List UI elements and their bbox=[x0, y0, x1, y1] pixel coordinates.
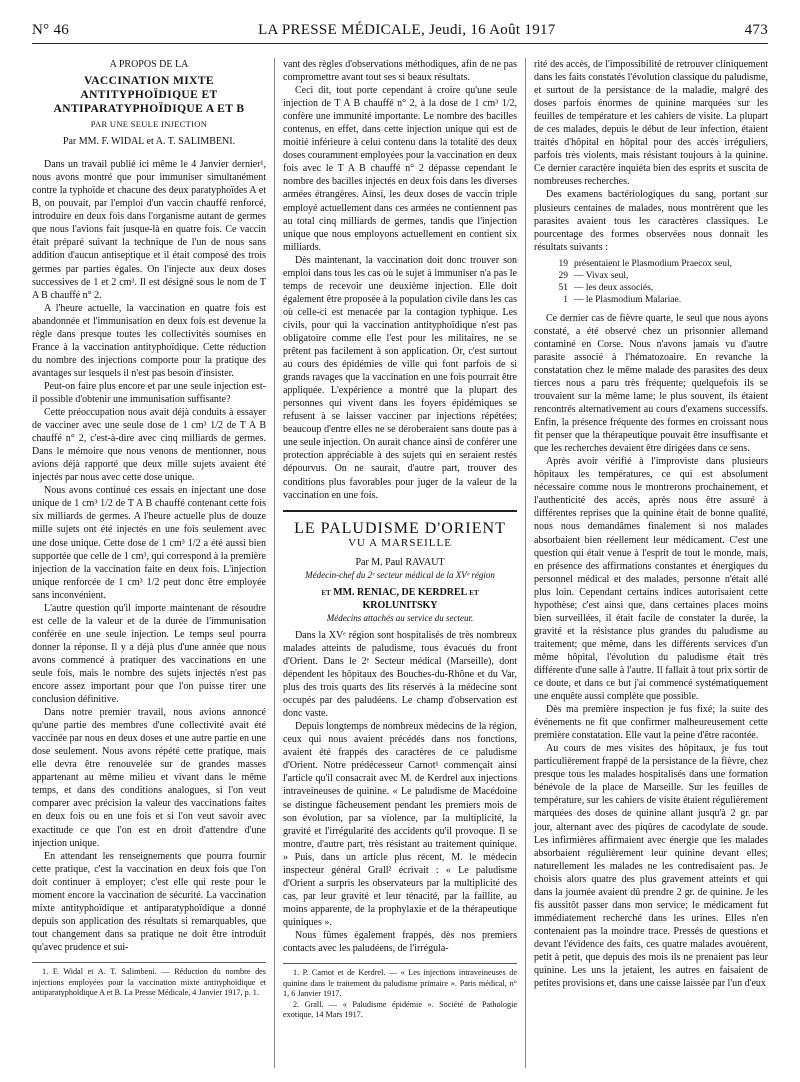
stat-row bbox=[542, 270, 768, 282]
paragraph: L'autre question qu'il importe maintenant de résoudre est celle de la valeur et de la durée de l'immunisation conférée en une seule injection. Le temps seul pourra donner la réponse. Il y a déjà plus d'une année que nous avons commencé à pratiquer des vaccinations en une seule fois, mais le nombre des sujets injectés n'est pas encore assez important pour que l'on puisse tirer une conclusion définitive. bbox=[32, 602, 266, 706]
footnotes bbox=[283, 963, 517, 1021]
issue-number: N° 46 bbox=[32, 21, 70, 38]
paragraph: Dès maintenant, la vaccination doit donc trouver son emploi dans tous les cas où le sujet à immuniser n'a pas le temps de recevoir une deuxième injection. Elle doit également être proposée à la population civile dans les cas où celle-ci est menacée par la contagion typhique. Les civils, pour qui la vaccination antityphoïdique n'est pas obligatoire comme elle l'est pour les militaires, ne se prêtent pas facilement à son application. Or, c'est surtout au cours des épidémies de ville qui font parfois de si grands ravages que la vaccination en une fois pourrait être appliquée. L'expérience a montré que la plupart des personnes qui vivent dans les foyers épidémiques se refusent à se laisser vacciner par injections répétées; beaucoup d'entre elles ne se déroberaient sans doute pas à une seule injection. On aurait chance ainsi de conférer une protection appréciable à des sujets qui en seraient restés dépourvus. On ne saurait, d'autre part, trouver des conditions plus favorables pour juger de la valeur de la vaccination en une fois. bbox=[283, 254, 517, 501]
paragraph: Dès ma première inspection je fus fixé; la suite des événements ne fit que confirmer malheureusement cette première constatation. Elle vaut la peine d'être racontée. bbox=[534, 704, 768, 742]
stat-label: — les deux associés, bbox=[574, 282, 654, 293]
paragraph: Ce dernier cas de fièvre quarte, le seul que nous ayons constaté, a été observé chez un prisonnier allemand contaminé en Corse. Nous n'avons jamais vu d'autre parasite associé à l'hématozoaire. En revanche la constatation chez le même malade des parasites des deux tierces nous a paru très fréquente; quelquefois ils se trouvaient sur la même lame; le plus souvent, ils étaient rencontrés alternativement au cours d'examens successifs. Enfin, la présence fréquente des formes en croissant nous fit penser que la thérapeutique pouvait être insuffisante et que les recherches devaient être dirigées dans ce sens. bbox=[534, 312, 768, 455]
footnote: 1. P. Carnot et de Kerdrel. — « Les injections intraveineuses de quinine dans le traitement du paludisme primaire ». Paris médical, n° 1, 6 Janvier 1917. bbox=[283, 968, 517, 999]
author-affiliation: Médecin-chef du 2ᵉ secteur médical de la XVᵉ région bbox=[305, 569, 495, 580]
stat-label: présentaient le Plasmodium Praecox seul, bbox=[574, 258, 733, 269]
footnote: 2. Grall. — « Paludisme épidémie ». Société de Pathologie exotique, 14 Mars 1917. bbox=[283, 999, 517, 1020]
article-title: VACCINATION MIXTE ANTITYPHOÏDIQUE ET ANTIPARATYPHOÏDIQUE A ET B bbox=[53, 75, 245, 116]
paragraph: Ceci dit, tout porte cependant à croire qu'une seule injection de T A B chauffé n° 2, à la dose de 1 cm³ 1/2, confère une immunité importante. Le nombre des bacilles contenus, en effet, dans cette injection unique qui est de moitié inférieure à celui contenu dans la totalité des deux doses couramment employées pour la vaccination en deux fois avec le T A B chauffé n° 2 dépasse cependant le nombre des bacilles injectés en deux fois dans les diverses armées étrangères. Ainsi, les deux doses de vaccin triple employé actuellement dans ces armées ne contiennent pas au total cinq milliards de germes, tandis que l'injection unique que nous employons actuellement en contient six milliards. bbox=[283, 85, 517, 253]
article-subtitle: VU A MARSEILLE bbox=[348, 536, 452, 549]
paragraph: Depuis longtemps de nombreux médecins de la région, ceux qui nous avaient précédés dans nos fonctions, avaient été frappés des caractères de ce paludisme d'Orient. Notre prédécesseur Carnot¹ commençait ainsi l'article qu'il consacrait avec M. de Kerdrel aux injections intraveineuses de quinine. « Le paludisme de Macédoine se distingue fâcheusement pendant les premiers mois de son évolution, par sa violence, par la multiplicité, la gravité et l'irrégularité des accidents qu'il provoque. Il se montre, d'autre part, très résistant au traitement quinique. » Puis, dans un article plus récent, M. le médecin inspecteur général Grall² écrivait : « Le paludisme d'Orient a surpris les observateurs par la multiplicité des cas, par leur gravité et leur ténacité, par la faillite, au moins apparente, de la prophylaxie et de la thérapeutique quiniques ». bbox=[283, 721, 517, 928]
article-kicker: A PROPOS DE LA bbox=[109, 59, 189, 70]
paragraph: Des examens bactériologiques du sang, portant sur plusieurs centaines de malades, nous montrèrent que les parasites avaient tous les caractères classiques. Le pourcentage des formes observées nous donnait les résultats suivants : bbox=[534, 189, 768, 253]
paragraph: Dans notre premier travail, nous avions annoncé qu'une partie des membres d'une collectivité avait été vaccinée par nous en deux doses et une autre partie en une dose seulement. Nous avons répété cette pratique, mais elle devra être renouvelée sur de grandes masses appartenant au même milieu et vivant dans le même temps, et dans des conditions analogues, si l'on veut comparer avec précision la valeur des vaccinations faites en deux fois ou en une fois et si l'on veut savoir avec exactitude ce que l'on est en droit d'attendre d'une injection unique. bbox=[32, 707, 266, 849]
column-1 bbox=[32, 58, 266, 999]
stat-count: 51 bbox=[558, 282, 568, 293]
coauthors: et MM. RENIAC, DE KERDREL et KROLUNITSKY bbox=[321, 586, 479, 611]
stat-label: — le Plasmodium Malariae. bbox=[574, 294, 682, 305]
masthead: LA PRESSE MÉDICALE, Jeudi, 16 Août 1917 bbox=[258, 21, 556, 38]
article-subtitle: PAR UNE SEULE INJECTION bbox=[90, 119, 208, 130]
paragraph: vant des règles d'observations méthodiques, afin de ne pas compromettre avant tout ses si beaux résultats. bbox=[283, 59, 517, 84]
stat-count: 19 bbox=[558, 258, 568, 269]
paragraph: A l'heure actuelle, la vaccination en quatre fois est abandonnée et l'immunisation en deux fois est devenue la règle dans presque toutes les collectivités soumises en France à la vaccination antityphoïdique. Cette réduction du nombre des injections comporte pour la pratique des avantages sur lesquels il n'est pas besoin d'insister. bbox=[32, 302, 266, 379]
column-divider bbox=[274, 58, 275, 1068]
stat-row bbox=[542, 294, 768, 306]
stat-row bbox=[542, 282, 768, 294]
paragraph: Après avoir vérifié à l'improviste dans plusieurs hôpitaux les températures, ce qui est absolument nécessaire comme nous le montrerons prochainement, et l'authenticité des accès, après nous être assuré à différentes reprises que la quinine était de bonne qualité, nous nous demandâmes finalement si nos malades absorbaient bien réellement leur médicament. C'est une question qui était venue à l'esprit de tout le monde, mais, en présence des affirmations constantes et énergiques du personnel médical et des malades, personne n'était allé plus loin. Cependant certains indices autorisaient cette hypothèse; c'est ainsi que, dans certaines places moins bien surveillées, il était facile de constater la durée, la gravité et la résistance plus grandes du paludisme au traitement; que même, dans les différents services d'un même hôpital, l'évolution du paludisme était très différente d'une salle à l'autre. Il fallait à tout prix sortir de ce doute, et dans ce but j'ai commencé systématiquement une enquête aussi complète que possible. bbox=[534, 456, 768, 703]
column-2 bbox=[283, 58, 517, 1021]
column-divider bbox=[525, 58, 526, 1068]
stat-row bbox=[542, 258, 768, 270]
paragraph: Nous avons continué ces essais en injectant une dose unique de 1 cm³ 1/2 de T A B chauffé contenant cette fois six milliards de germes. A l'heure actuelle plus de douze mille sujets ont été injectés en une fois seulement avec une dose unique. Cette dose de 1 cm³ 1/2 a été aussi bien supportée que celle de 1 cm³, qui correspond à la première injection de la vaccination faite en deux fois. L'injection unique renforcée de 1 cm³ 1/2 peut donc être employée sans inconvénient. bbox=[32, 485, 266, 601]
footnote: 1. F. Widal et A. T. Salimbeni. — Réduction du nombre des injections employées pour la vaccination mixte antityphoïdique et antiparatyphoïdique A et B. La Presse Médicale, 4 Janvier 1917, p. 1. bbox=[32, 967, 266, 997]
paragraph: Cette préoccupation nous avait déjà conduits à essayer de vacciner avec une seule dose de 1 cm³ 1/2 de T A B chauffé n° 2, c'est-à-dire avec cinq milliards de germes. Dans le mémoire que nous venons de mentionner, nous avions déjà rapporté que deux mille sujets avaient été injectés par nous avec cette dose unique. bbox=[32, 407, 266, 484]
header-rule bbox=[32, 43, 768, 44]
page-number: 473 bbox=[744, 21, 768, 38]
parasite-stats bbox=[542, 258, 768, 306]
coauthor-affiliation: Médecins attachés au service du secteur. bbox=[326, 612, 474, 623]
stat-label: — Vivax seul, bbox=[574, 270, 629, 281]
paragraph: Nous fûmes également frappés, dès nos premiers contacts avec les paludéens, de l'irrégula- bbox=[283, 930, 517, 955]
paragraph: Peut-on faire plus encore et par une seule injection est-il possible d'obtenir une immunisation suffisante? bbox=[32, 380, 266, 405]
paragraph: rité des accès, de l'impossibilité de retrouver cliniquement dans les faits constatés l'évolution classique du paludisme, et surtout de la persistance de la maladie, malgré des doses parfois énormes de quinine marquées sur les feuilles de température et les cahiers de visite. La plupart de ces malades, depuis le début de leur infection, étaient traités d'hôpital en hôpital pour des accès irréguliers, parfois très violents, mais résistant toujours à la quinine. Ce dernier caractère inquiéta bien des esprits et suscita de nombreuses recherches. bbox=[534, 59, 768, 188]
column-3 bbox=[534, 58, 768, 990]
paragraph: Dans la XVᵉ région sont hospitalisés de très nombreux malades atteints de paludisme, tous évacués du front d'Orient. Dans le 2ᵉ Secteur médical (Marseille), dont dépendent les hôpitaux des Bouches-du-Rhône et du Var, plus des trois quarts des lits réservés à la médecine sont occupés par des paludéens. Le champ d'observation est donc vaste. bbox=[283, 629, 517, 720]
article-title: LE PALUDISME D'ORIENT bbox=[294, 519, 506, 537]
stat-count: 1 bbox=[563, 294, 568, 305]
paragraph: En attendant les renseignements que pourra fournir cette pratique, c'est la vaccination en deux fois que l'on doit continuer à employer; c'est elle qui reste pour le moment encore la vaccination de sécurité. La vaccination mixte antityphoïdique et antiparatyphoïdique a donné depuis son application des résultats si remarquables, que tout changement dans sa pratique ne doit être introduit qu'avec prudence et sui- bbox=[32, 850, 266, 953]
article-author: Par M. Paul RAVAUT bbox=[355, 556, 445, 568]
footnotes bbox=[32, 962, 266, 999]
paragraph: Dans un travail publié ici même le 4 Janvier dernier¹, nous avons montré que pour immuniser simultanément contre la typhoïde et chacune des deux paratyphoïdes A et B, on pouvait, par l'emploi d'un vaccin chauffé renforcé, introduire en deux fois dans l'organisme autant de germes que nous l'avions fait jusque-là en quatre fois. Ce vaccin était préparé suivant la technique de l'un de nous sans addition d'aucun antiseptique et il était composé des trois germes par parties égales. On l'injecte aux deux doses successives de 1 et 2 cm³. Il est désigné sous le nom de T A B chauffé n° 2. bbox=[32, 159, 266, 301]
page-header bbox=[32, 18, 768, 42]
stat-count: 29 bbox=[558, 270, 568, 281]
section-rule bbox=[283, 510, 517, 512]
paragraph: Au cours de mes visites des hôpitaux, je fus tout particulièrement frappé de la persistance de la fièvre, chez presque tous les malades hospitalisés dans une formation bénévole de la place de Marseille. Sur les feuilles de température, sur les cahiers de visite étaient régulièrement marquées des doses de quinine allant jusqu'à 2 gr. par jour, alternant avec des piqûres de cacodylate de soude. Les infirmières affirmaient avec énergie que les malades absorbaient régulièrement leur quinine devant elles; naturellement les malades ne les contredisaient pas. Je choisis alors quatre des plus gravement atteints et qui dans la journée avaient dû prendre 2 gr. de quinine. Je les fis aussitôt passer dans mon service; le médicament fut immédiatement recherché dans les urines. Elles n'en contenaient pas la moindre trace. Pressés de questions et devant l'évidence des faits, ces quatre malades avouèrent, petit à petit, que depuis des mois ils ne prenaient pas leur quinine. Les uns la jetaient, les autres en faisaient de petites provisions et, dans une caisse laissée par l'un d'eux bbox=[534, 743, 768, 990]
article-byline: Par MM. F. WIDAL et A. T. SALIMBENI. bbox=[62, 136, 236, 148]
